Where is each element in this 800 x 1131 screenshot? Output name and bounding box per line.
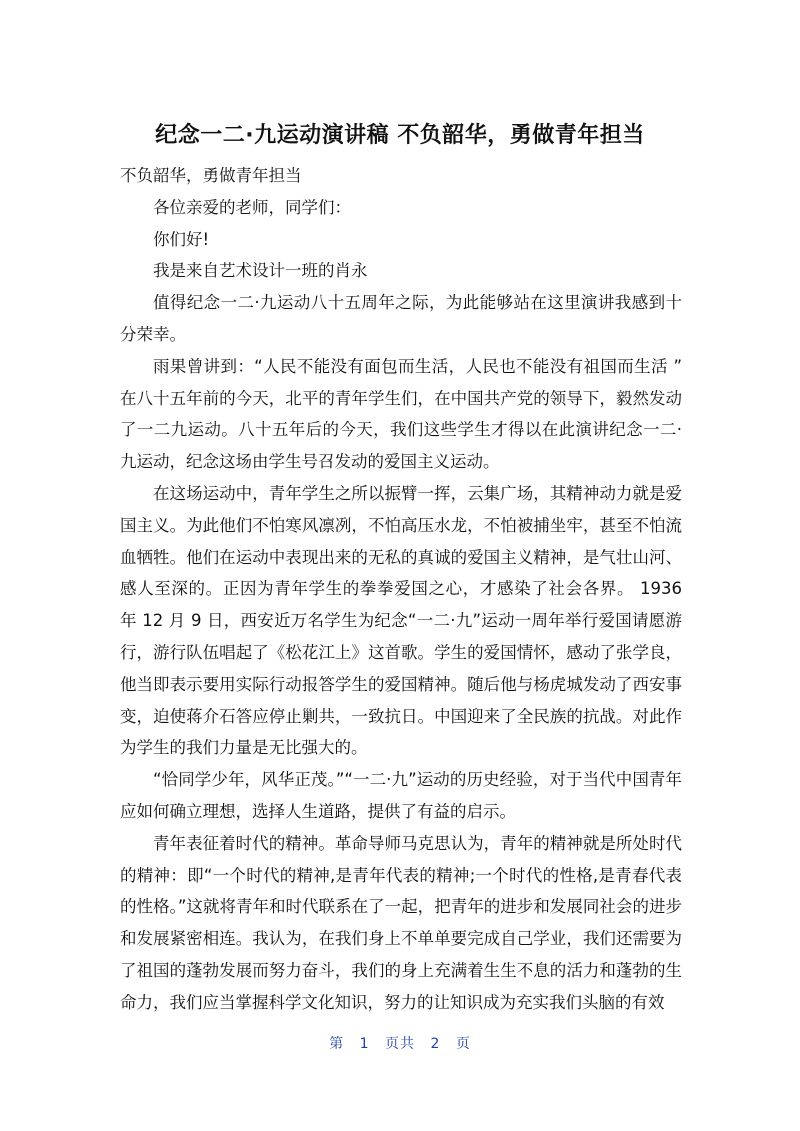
paragraph: 值得纪念一二·九运动八十五周年之际，为此能够站在这里演讲我感到十分荣幸。 <box>120 293 682 344</box>
document-body <box>120 160 682 1019</box>
page-number-prefix: 第 <box>329 1036 345 1052</box>
page-number-suffix: 页 <box>455 1036 471 1052</box>
document-subtitle: 不负韶华，勇做青年担当 <box>120 166 302 185</box>
page-number-current: 1 <box>359 1036 370 1052</box>
page-number-mid: 页共 <box>385 1036 415 1052</box>
document-title: 纪念一二·九运动演讲稿 不负韶华，勇做青年担当 <box>155 123 645 148</box>
paragraph: 各位亲爱的老师，同学们： <box>153 197 351 217</box>
paragraph: 我是来自艺术设计一班的肖永 <box>153 261 368 281</box>
paragraph: 你们好! <box>153 229 210 249</box>
page-number-total: 2 <box>430 1036 441 1052</box>
paragraph: “恰同学少年，风华正茂。”“一二·九”运动的历史经验，对于当代中国青年应如何确立理想，选择人生道路，提供了有益的启示。 <box>120 770 682 821</box>
page-footer <box>0 1033 800 1053</box>
paragraph: 青年表征着时代的精神。革命导师马克思认为，青年的精神就是所处时代的精神：即“一个时代的精神,是青年代表的精神;一个时代的性格,是青春代表的性格。”这就将青年和时代联系在了一起，把青年的进步和发展同社会的进步和发展紧密相连。我认为，在我们身上不单单要完成自己学业，我们还需要为了祖国的蓬勃发展而努力奋斗，我们的身上充满着生生不息的活力和蓬勃的生命力，我们应当掌握科学文化知识，努力的让知识成为充实我们头脑的有效 <box>120 833 682 1012</box>
paragraph: 在这场运动中，青年学生之所以振臂一挥，云集广场，其精神动力就是爱国主义。为此他们不怕寒风凛冽，不怕高压水龙，不怕被捕坐牢，甚至不怕流血牺牲。他们在运动中表现出来的无私的真诚的爱国主义精神，是气壮山河、感人至深的。正因为青年学生的拳拳爱国之心，才感染了社会各界。 1936 年 12 月 9 日，西安近万名学生为纪念“一二·九”运动一周年举行爱国请愿游行，游行队伍唱起了《松花江上》这首歌。学生的爱国情怀，感动了张学良，他当即表示要用实际行动报答学生的爱国精神。随后他与杨虎城发动了西安事变，迫使蒋介石答应停止剿共，一致抗日。中国迎来了全民族的抗战。对此作为学生的我们力量是无比强大的。 <box>120 483 682 758</box>
paragraph: 雨果曾讲到：“人民不能没有面包而生活，人民也不能没有祖国而生活 ” 在八十五年前的今天，北平的青年学生们，在中国共产党的领导下，毅然发动了一二九运动。八十五年后的今天，我们这些学生才得以在此演讲纪念一二·九运动，纪念这场由学生号召发动的爱国主义运动。 <box>120 356 682 472</box>
